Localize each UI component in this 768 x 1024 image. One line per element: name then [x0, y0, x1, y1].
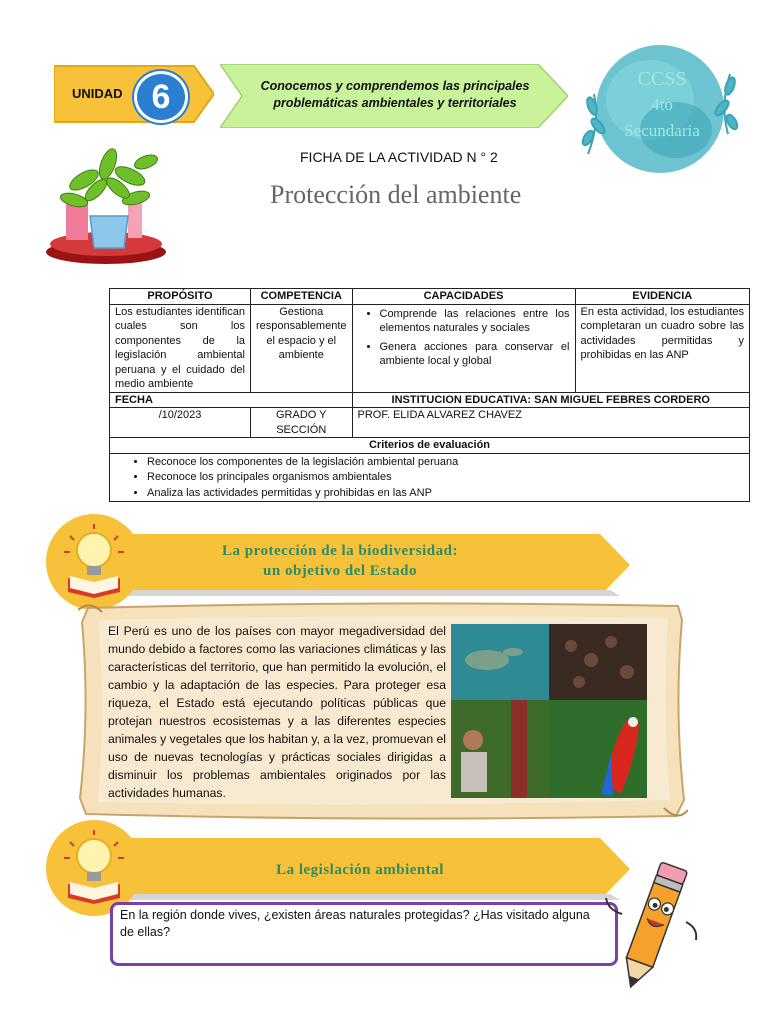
header-evidencia: EVIDENCIA	[575, 289, 750, 305]
unit-label: UNIDAD	[72, 86, 123, 101]
pencil-character-icon	[600, 858, 700, 998]
table-row	[110, 453, 750, 502]
section-title	[150, 541, 530, 581]
capacidades-cell	[352, 304, 575, 392]
activity-number: FICHA DE LA ACTIVIDAD N ° 2	[300, 149, 498, 165]
table-row	[110, 392, 750, 408]
table-row	[110, 438, 750, 454]
course-stamp	[600, 66, 724, 144]
criterios-title: Criterios de evaluación	[110, 438, 750, 454]
criterios-cell	[110, 453, 750, 502]
list-item: • Reconoce los principales organismos ambientales	[147, 470, 744, 485]
grado-label: GRADO Y SECCIÓN	[251, 408, 353, 438]
institucion-cell: INSTITUCION EDUCATIVA: SAN MIGUEL FEBRES CORDERO	[352, 392, 750, 408]
unit-number: 6	[134, 71, 188, 123]
biodiversity-photo-collage	[451, 624, 647, 798]
section-title-line: un objetivo del Estado	[263, 563, 417, 579]
section-title-line: La protección de la biodiversidad:	[222, 543, 458, 559]
evidencia-cell: En esta actividad, los estudiantes completaran un cuadro sobre las actividades permitidas y prohibidas en las ANP	[575, 304, 750, 392]
header-capacidades: CAPACIDADES	[352, 289, 575, 305]
section-title: La legislación ambiental	[276, 862, 444, 878]
proposito-cell: Los estudiantes identifican cuales son los componentes de la legislación ambiental peruana y el cuidado del medio ambiente	[110, 304, 251, 392]
profesor-cell: PROF. ELIDA ALVAREZ CHAVEZ	[352, 408, 750, 438]
potted-plant-icon	[44, 140, 168, 266]
list-item: • Reconoce los componentes de la legislación ambiental peruana	[147, 455, 744, 470]
fecha-label: FECHA	[110, 392, 353, 408]
stamp-grade: 4to	[651, 95, 673, 114]
list-item: • Genera acciones para conservar el ambiente local y global	[380, 340, 570, 369]
header-proposito: PROPÓSITO	[110, 289, 251, 305]
list-item: • Analiza las actividades permitidas y prohibidas en las ANP	[147, 486, 744, 501]
unit-topic: Conocemos y comprendemos las principales problemáticas ambientales y territoriales	[260, 79, 530, 110]
table-row	[110, 304, 750, 392]
biodiversity-paragraph: El Perú es uno de los países con mayor megadiversidad del mundo debido a factores como las variaciones climáticas y las características del territorio, que han permitido la evolución, el cambio y la adaptación de las especies. Para proteger esa riqueza, el Estado está ejecutando políticas públicas que protejan nuestros ecosistemas y a las diferentes especies animales y vegetales que los habitan y, a la vez, promuevan el uso de nuevas tecnologías y prácticas sociales dirigidas a disminuir los problemas ambientales originados por las actividades humanas.	[108, 624, 446, 800]
stamp-course: CCSS	[637, 68, 687, 90]
header-competencia: COMPETENCIA	[251, 289, 353, 305]
question-text: En la región donde vives, ¿existen áreas naturales protegidas? ¿Has visitado alguna de ellas?	[120, 908, 590, 939]
page-title: Protección del ambiente	[270, 180, 522, 209]
list-item: • Comprende las relaciones entre los elementos naturales y sociales	[380, 307, 570, 336]
competencia-cell: Gestiona responsablemente el espacio y el ambiente	[251, 304, 353, 392]
table-row	[110, 408, 750, 438]
lightbulb-book-icon	[46, 514, 142, 610]
stamp-level: Secundaria	[624, 121, 700, 140]
fecha-value: /10/2023	[110, 408, 251, 438]
activity-info-table	[109, 288, 750, 502]
table-header-row	[110, 289, 750, 305]
